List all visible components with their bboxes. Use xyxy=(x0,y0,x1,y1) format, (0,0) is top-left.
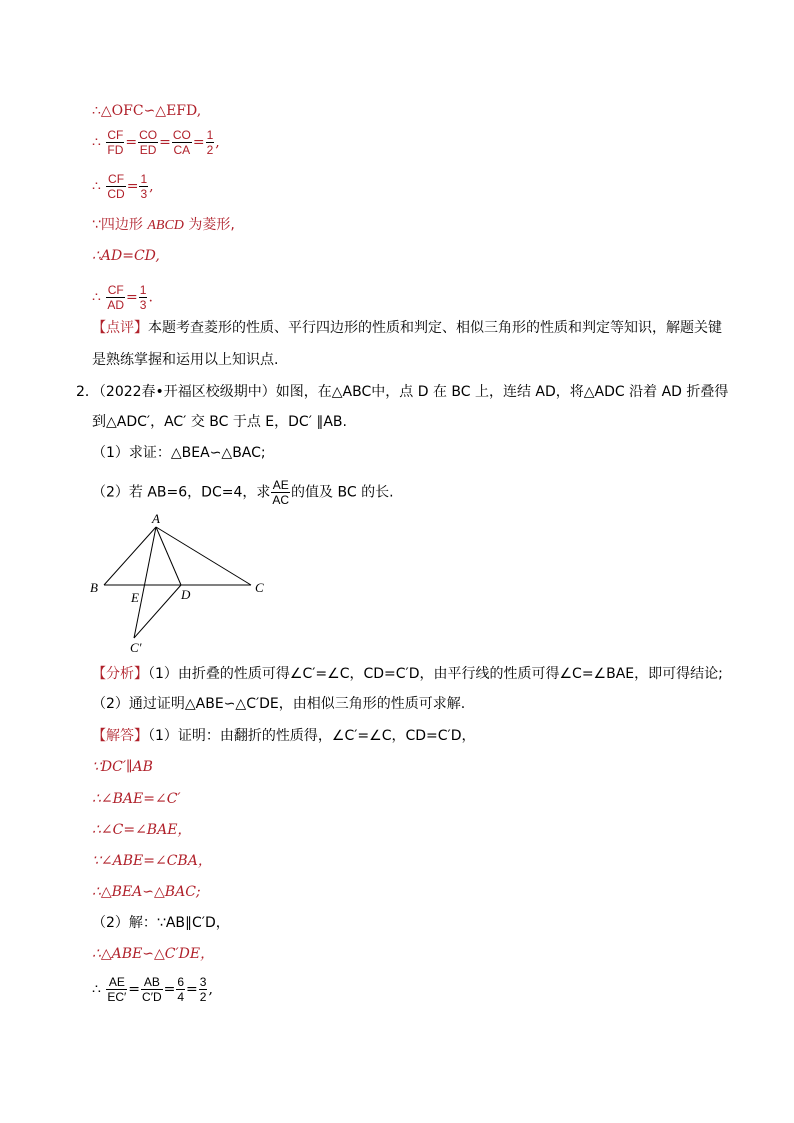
label-e: E xyxy=(131,590,139,605)
label-a: A xyxy=(152,511,160,526)
analysis-line-1: 【分析】（1）由折叠的性质可得∠C′=∠C，CD=C′D，由平行线的性质可得∠C=∠BAE，即可得结论; xyxy=(92,666,723,682)
comment-tag: 【点评】 xyxy=(92,320,148,336)
problem-2-stem-line-1: 2．（2022春•开福区校级期中）如图，在△ABC中，点 D 在 BC 上，连结 AD，将△ADC 沿着 AD 折叠得 xyxy=(76,384,729,400)
answer-line-6: ∴△BEA∽△BAC; xyxy=(92,884,201,900)
analysis-line-2: （2）通过证明△ABE∽△C′DE，由相似三角形的性质可求解. xyxy=(92,696,466,712)
fraction: $\frac{1}{2}$ xyxy=(206,128,214,157)
geometry-diagram xyxy=(86,510,276,655)
fraction: $\frac{CF}{AD}$ xyxy=(107,283,125,312)
solution-line-cf-cd: ∴ $\frac{CF}{CD}$ = $\frac{1}{3}$ , xyxy=(92,172,154,201)
answer-line-5: ∵∠ABE=∠CBA， xyxy=(92,853,212,869)
solution-line-rhombus: ∵四边形 ABCD 为菱形, xyxy=(92,217,235,233)
solution-line-similar-triangles: ∴△OFC∽△EFD, xyxy=(92,103,202,119)
fraction: $\frac{CF}{FD}$ xyxy=(107,128,124,157)
segment-ac-prime xyxy=(134,527,156,638)
label-c: C xyxy=(255,580,264,595)
therefore-symbol: ∴ xyxy=(92,134,101,151)
label-d: D xyxy=(181,587,191,602)
problem-2-question-2: （2）若 AB=6，DC=4，求 $\frac{AE}{AC}$ 的值及 BC 的长. xyxy=(92,478,394,507)
problem-2-stem-line-2: 到△ADC′，AC′ 交 BC 于点 E，DC′ ∥AB. xyxy=(92,414,347,430)
label-c-prime: C′ xyxy=(130,640,142,655)
fraction: $\frac{AE}{AC}$ xyxy=(272,478,290,507)
fraction: $\frac{1}{3}$ xyxy=(139,283,147,312)
answer-line-1: 【解答】（1）证明：由翻折的性质得，∠C′=∠C，CD=C′D， xyxy=(92,728,476,744)
answer-line-3: ∴∠BAE=∠C′ xyxy=(92,791,181,807)
answer-line-9: ∴ $\frac{AE}{EC'}$ = $\frac{AB}{C'D}$ = $\frac{6}{4}$ = $\frac{3}{2}$ , xyxy=(92,975,213,1004)
fraction: $\frac{3}{2}$ xyxy=(199,975,207,1004)
comment-line-2: 是熟练掌握和运用以上知识点. xyxy=(92,352,279,368)
fraction: $\frac{AB}{C'D}$ xyxy=(142,975,162,1004)
solution-line-cf-ad: ∴ $\frac{CF}{AD}$ = $\frac{1}{3}$ . xyxy=(92,283,153,312)
fraction: $\frac{CO}{ED}$ xyxy=(139,128,158,157)
answer-line-4: ∴∠C=∠BAE， xyxy=(92,822,192,838)
fraction: $\frac{CF}{CD}$ xyxy=(107,172,125,201)
segment-ad xyxy=(156,527,181,585)
answer-line-8: ∴△ABE∽△C′DE， xyxy=(92,946,215,962)
problem-2-question-1: （1）求证：△BEA∽△BAC; xyxy=(92,445,266,461)
fraction: $\frac{AE}{EC'}$ xyxy=(107,975,127,1004)
fraction: $\frac{1}{3}$ xyxy=(140,172,148,201)
segment-dc-prime xyxy=(134,585,181,638)
comment-line-1: 【点评】本题考查菱形的性质、平行四边形的性质和判定、相似三角形的性质和判定等知识，解题关键 xyxy=(92,320,722,336)
analysis-tag: 【分析】 xyxy=(92,666,148,682)
fraction: $\frac{6}{4}$ xyxy=(177,975,185,1004)
segment-ab xyxy=(104,527,156,585)
answer-tag: 【解答】 xyxy=(92,728,148,744)
label-b: B xyxy=(90,580,98,595)
segment-ac xyxy=(156,527,251,585)
answer-line-2: ∵DC′∥AB xyxy=(92,759,153,775)
fraction: $\frac{CO}{CA}$ xyxy=(172,128,191,157)
solution-line-ratio-chain: ∴ $\frac{CF}{FD}$ = $\frac{CO}{ED}$ = $\frac{CO}{CA}$ = $\frac{1}{2}$ , xyxy=(92,128,220,157)
answer-line-7: （2）解：∵AB∥C′D， xyxy=(92,915,230,931)
solution-line-ad-cd: ∴AD=CD, xyxy=(92,248,160,264)
